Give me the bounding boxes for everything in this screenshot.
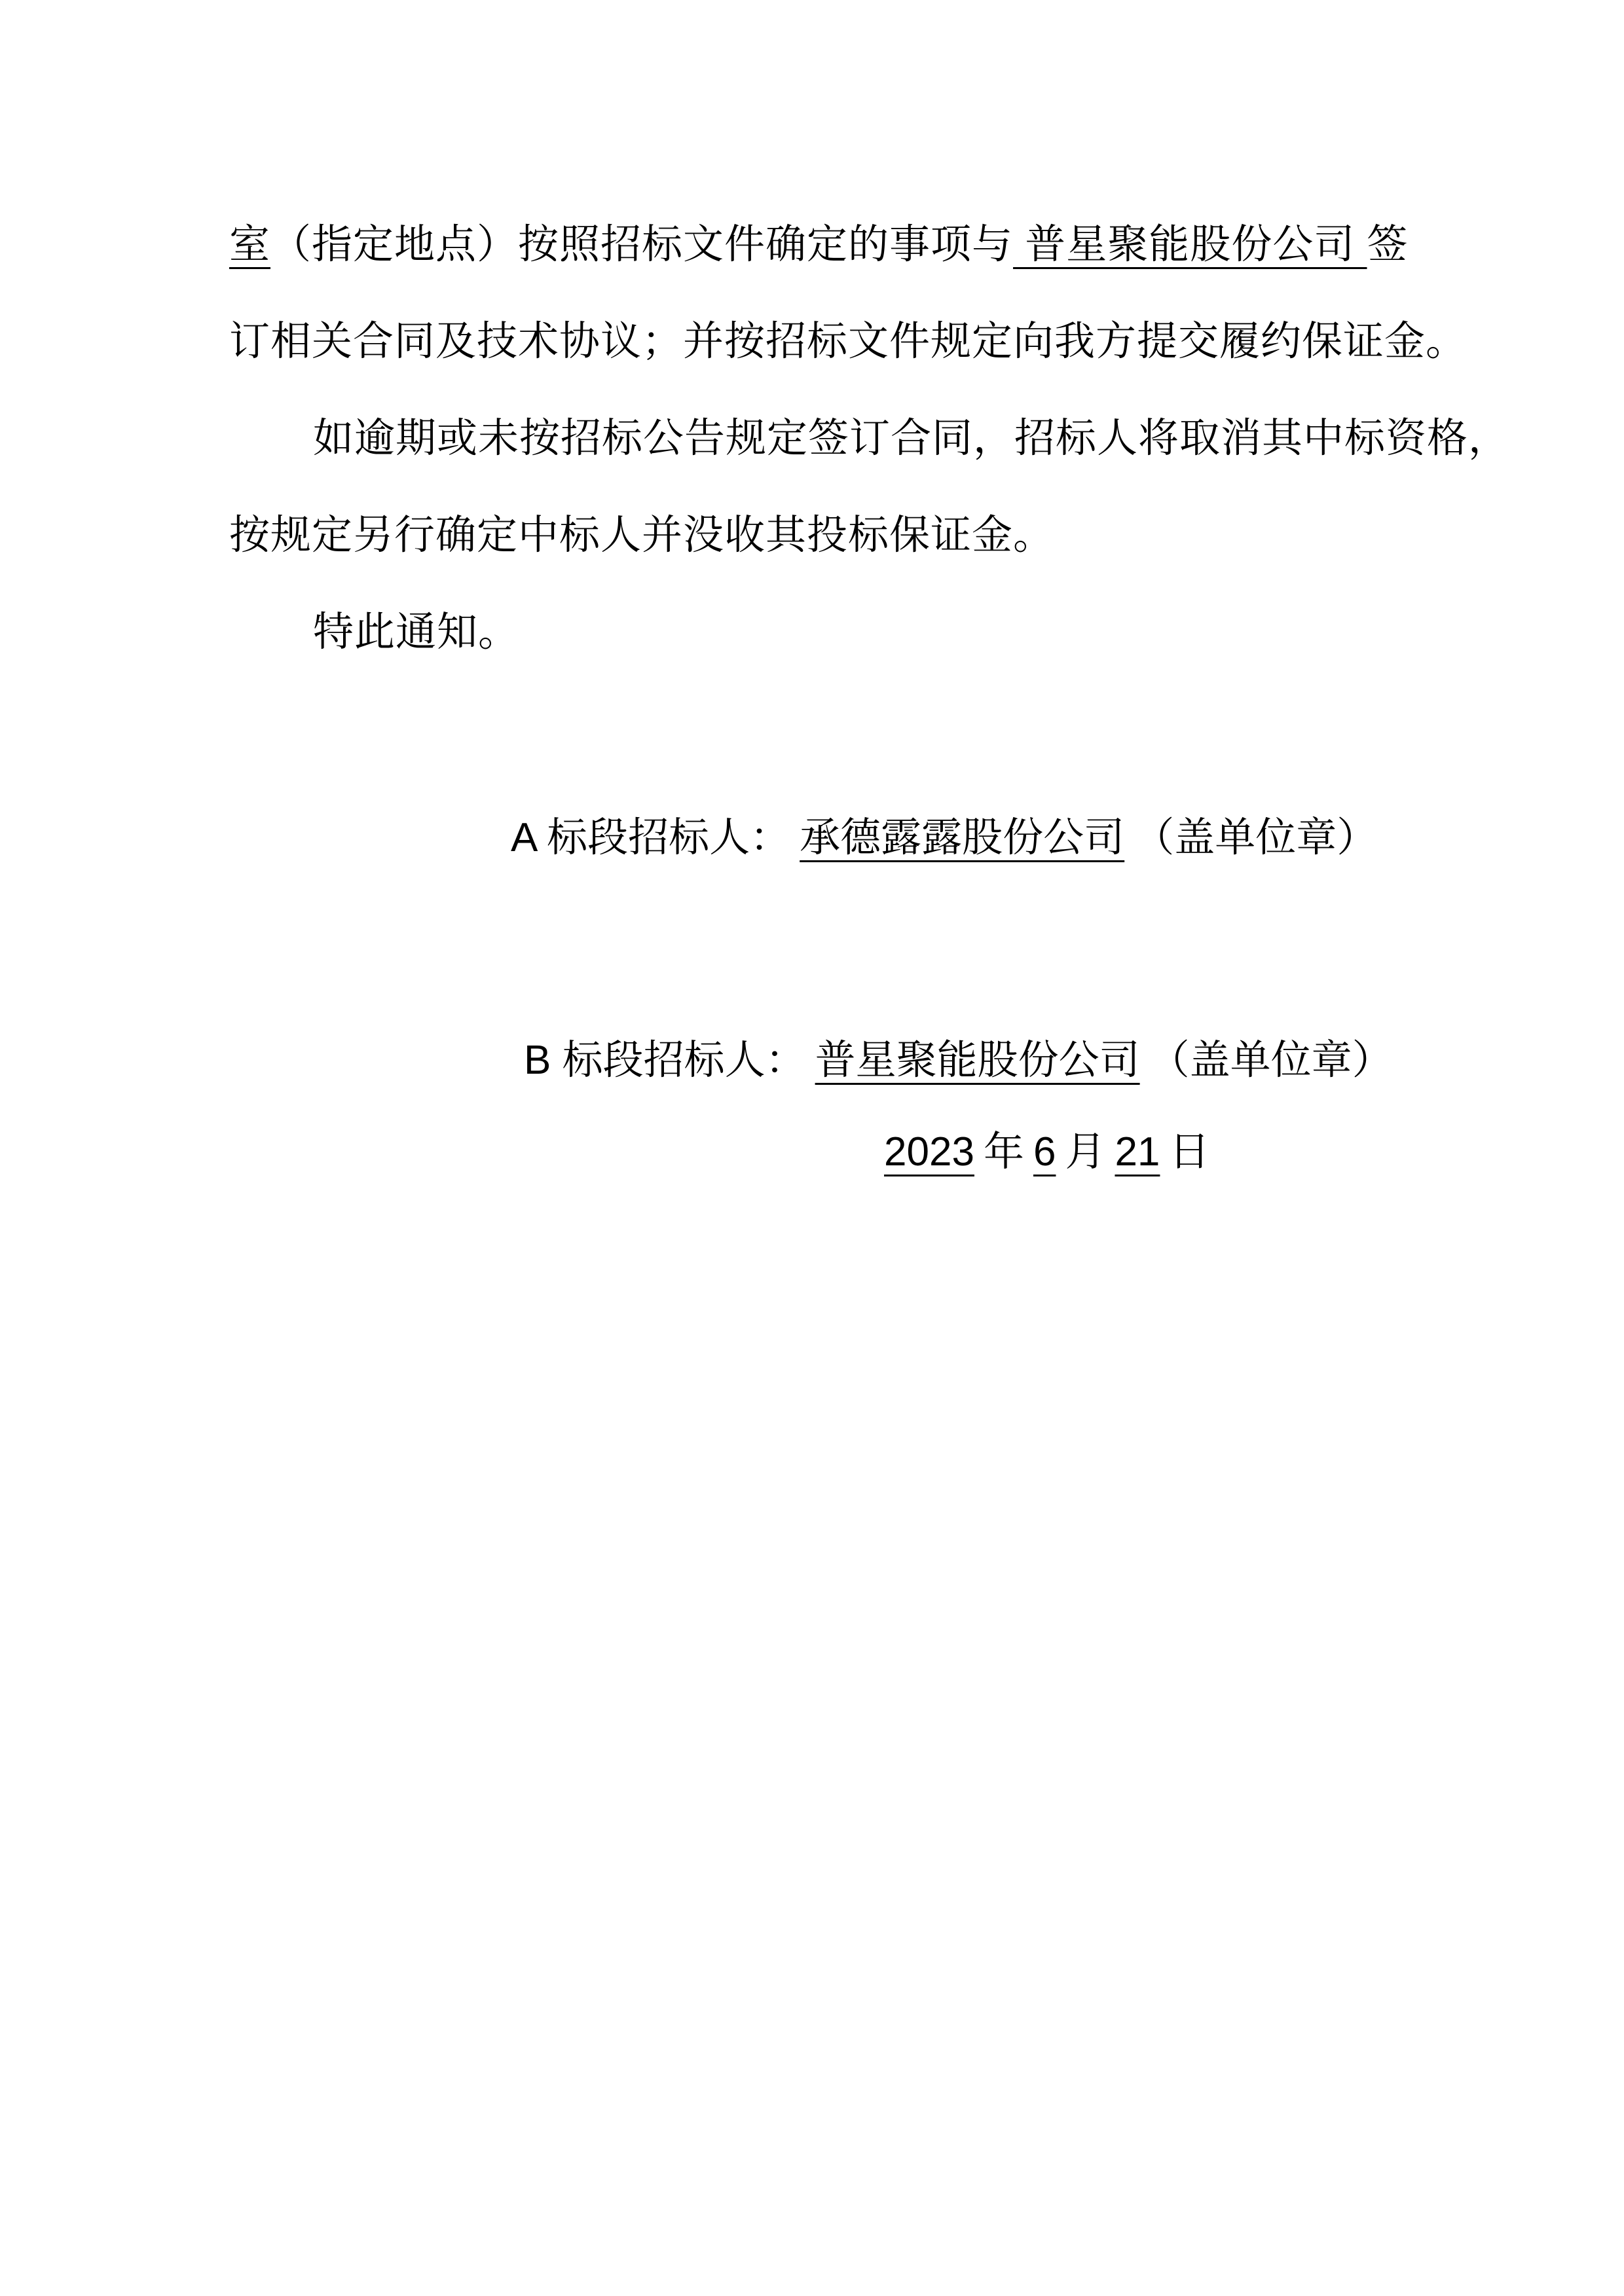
date-month-label: 月 (1065, 1129, 1106, 1175)
signature-a-label: A 标段招标人： (511, 815, 791, 860)
body-line-4 (229, 487, 1408, 584)
date-year-value: 2023 (884, 1129, 974, 1175)
body-line-5 (229, 584, 1408, 681)
signature-block-a (229, 792, 1408, 884)
body-text-2: 订相关合同及技术协议；并按招标文件规定向我方提交履约保证金。 (229, 319, 1467, 364)
signature-b-value: 普星聚能股份公司 (815, 1038, 1140, 1083)
body-text-4: 按规定另行确定中标人并没收其投标保证金。 (229, 513, 1055, 558)
body-text-5: 特此通知。 (313, 610, 520, 655)
signature-b-seal-note: （盖单位章） (1149, 1038, 1393, 1083)
body-text-1b: 签 (1367, 222, 1409, 267)
body-line-2 (229, 293, 1467, 390)
date-day-label: 日 (1169, 1129, 1210, 1175)
date-day-value: 21 (1115, 1129, 1160, 1175)
body-line-1 (229, 196, 1408, 293)
signature-block-b (229, 1015, 1408, 1106)
spacer-between-signatures (229, 884, 1408, 1015)
signature-a-value: 承德露露股份公司 (800, 815, 1125, 860)
signature-a-seal-note: （盖单位章） (1134, 815, 1378, 860)
location-blank: 室 (229, 222, 271, 267)
spacer-before-signature-a (229, 681, 1408, 792)
body-text-3: 如逾期或未按招标公告规定签订合同，招标人将取消其中标资格， (313, 416, 1510, 461)
date-block (229, 1106, 1408, 1198)
date-year-label: 年 (983, 1129, 1024, 1175)
date-month-value: 6 (1033, 1129, 1056, 1175)
signature-b-label: B 标段招标人： (524, 1038, 806, 1083)
body-line-3 (229, 390, 1510, 487)
body-text-1: （指定地点）按照招标文件确定的事项与 (270, 222, 1014, 267)
company-blank-inline: 普星聚能股份公司 (1013, 222, 1367, 267)
